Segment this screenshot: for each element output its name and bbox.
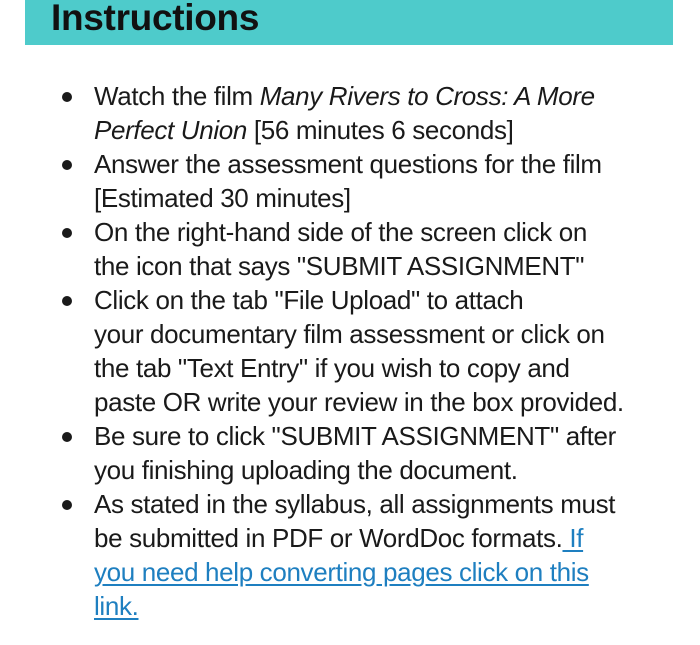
instruction-answer-questions [0, 147, 700, 215]
instruction-line [94, 79, 676, 113]
bullet-icon [62, 500, 72, 510]
help-link[interactable]: If [562, 523, 584, 553]
bullet-icon [62, 92, 72, 102]
instruction-file-upload [0, 283, 700, 419]
instruction-line [94, 113, 676, 147]
instruction-watch-film [0, 79, 700, 147]
instruction-line: [Estimated 30 minutes] [94, 183, 351, 213]
instruction-line: As stated in the syllabus, all assignments must [94, 489, 616, 519]
bullet-icon [62, 432, 72, 442]
instructions-list [0, 79, 700, 623]
instruction-submit-after-upload [0, 419, 700, 487]
film-duration: [56 minutes 6 seconds] [246, 115, 514, 145]
header-bar [25, 0, 673, 45]
bullet-icon [62, 228, 72, 238]
instruction-line [94, 589, 676, 623]
page-title: Instructions [51, 0, 260, 38]
instruction-submit-icon [0, 215, 700, 283]
instruction-line: paste OR write your review in the box provided. [94, 387, 624, 417]
film-title: Many Rivers to Cross: A More [259, 81, 595, 111]
instruction-file-formats [0, 487, 700, 623]
instruction-line: the tab "Text Entry" if you wish to copy and [94, 353, 570, 383]
instruction-text: be submitted in PDF or WordDoc formats. [94, 523, 563, 553]
instruction-line: your documentary film assessment or click on [94, 319, 605, 349]
film-title: Perfect Union [94, 115, 247, 145]
instruction-text: Watch the film [94, 81, 260, 111]
instruction-line: Be sure to click "SUBMIT ASSIGNMENT" after [94, 421, 616, 451]
instruction-line: Click on the tab "File Upload" to attach [94, 285, 524, 315]
instruction-line: On the right-hand side of the screen click on [94, 217, 587, 247]
help-link[interactable]: link. [94, 591, 139, 621]
instruction-line: the icon that says "SUBMIT ASSIGNMENT" [94, 251, 585, 281]
instruction-line: you finishing uploading the document. [94, 455, 518, 485]
help-link[interactable]: you need help converting pages click on this [94, 557, 589, 587]
bullet-icon [62, 160, 72, 170]
instruction-line [94, 521, 676, 555]
instruction-line [94, 555, 676, 589]
bullet-icon [62, 296, 72, 306]
instruction-line: Answer the assessment questions for the film [94, 149, 602, 179]
